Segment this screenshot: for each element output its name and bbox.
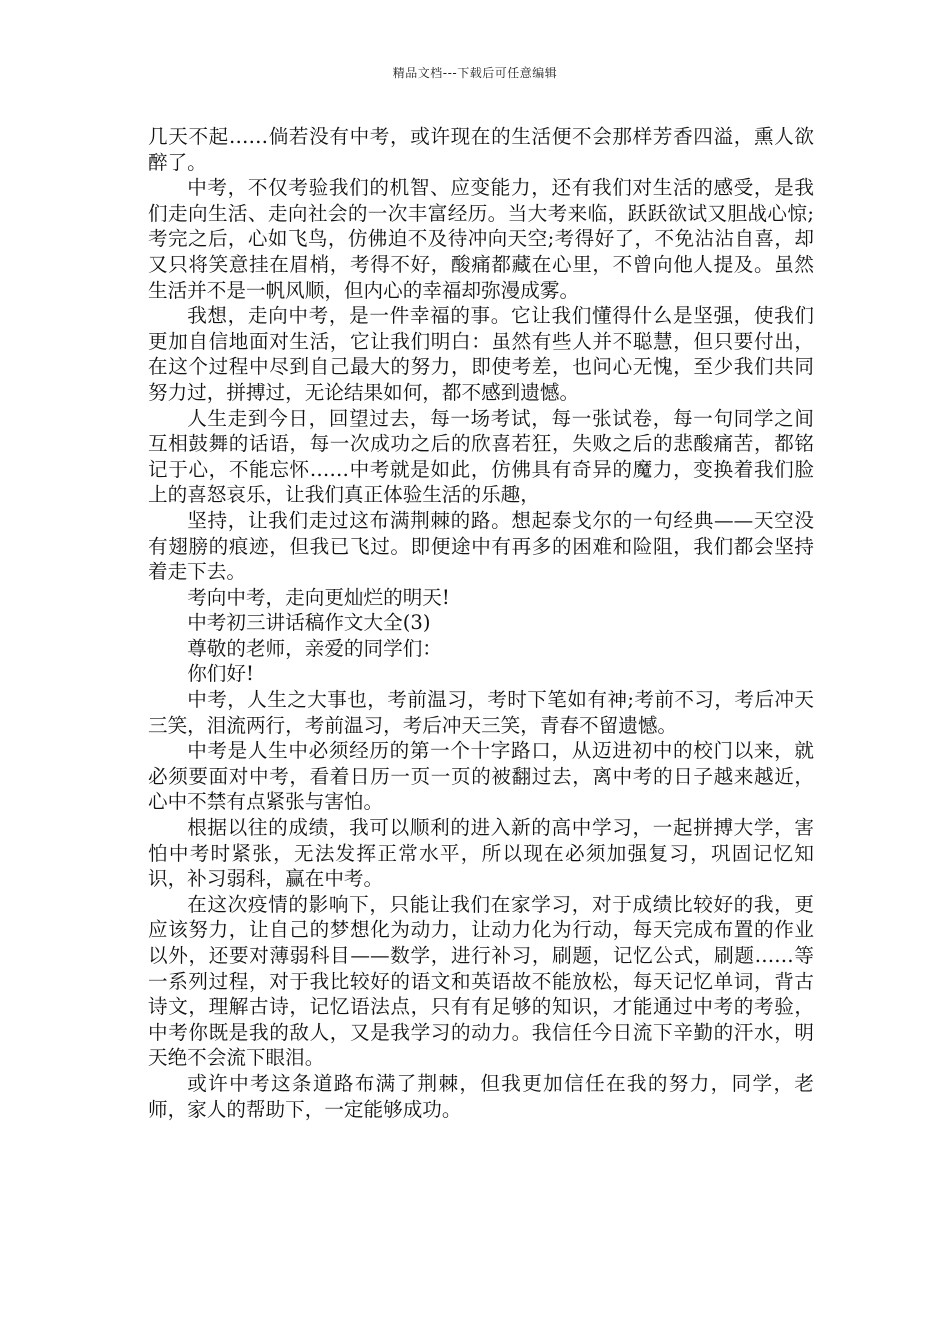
paragraph: 人生走到今日，回望过去，每一场考试，每一张试卷，每一句同学之间互相鼓舞的话语，每一次成功之后的欣喜若狂，失败之后的悲酸痛苦，都铭记于心，不能忘怀……中考就是如此，仿佛具有奇异的魔力，变换着我们脸上的喜怒哀乐，让我们真正体验生活的乐趣， [148, 406, 814, 507]
paragraph: 中考，不仅考验我们的机智、应变能力，还有我们对生活的感受，是我们走向生活、走向社会的一次丰富经历。当大考来临，跃跃欲试又胆战心惊;考完之后，心如飞鸟，仿佛迫不及待冲向天空;考得好了，不免沾沾自喜，却又只将笑意挂在眉梢，考得不好，酸痛都藏在心里，不曾向他人提及。虽然生活并不是一帆风顺，但内心的幸福却弥漫成雾。 [148, 176, 814, 302]
page-header: 精品文档---下载后可任意编辑 [392, 66, 558, 80]
paragraph: 或许中考这条道路布满了荆棘，但我更加信任在我的努力，同学，老师，家人的帮助下，一定能够成功。 [148, 1071, 814, 1121]
paragraph: 在这次疫情的影响下，只能让我们在家学习，对于成绩比较好的我，更应该努力，让自己的梦想化为动力，让动力化为行动，每天完成布置的作业以外，还要对薄弱科目——数学，进行补习，刷题，记忆公式，刷题……等一系列过程，对于我比较好的语文和英语故不能放松，每天记忆单词，背古诗文，理解古诗，记忆语法点，只有有足够的知识，才能通过中考的考验，中考你既是我的敌人，又是我学习的动力。我信任今日流下辛勤的汗水，明天绝不会流下眼泪。 [148, 892, 814, 1070]
section-title: 中考初三讲话稿作文大全(3) [187, 611, 431, 635]
document-body [148, 124, 814, 1122]
paragraph: 坚持，让我们走过这布满荆棘的路。想起泰戈尔的一句经典——天空没有翅膀的痕迹，但我已飞过。即便途中有再多的困难和险阻，我们都会坚持着走下去。 [148, 508, 814, 584]
paragraph: 考向中考，走向更灿烂的明天! [187, 585, 450, 609]
paragraph-continuation: 几天不起……倘若没有中考，或许现在的生活便不会那样芳香四溢，熏人欲醉了。 [148, 125, 814, 174]
paragraph: 根据以往的成绩，我可以顺利的进入新的高中学习，一起拼搏大学，害怕中考时紧张，无法发挥正常水平，所以现在必须加强复习，巩固记忆知识，补习弱科，赢在中考。 [148, 816, 814, 891]
paragraph: 我想，走向中考，是一件幸福的事。它让我们懂得什么是坚强，使我们更加自信地面对生活，它让我们明白：虽然有些人并不聪慧，但只要付出，在这个过程中尽到自己最大的努力，即使考差，也问心无愧，至少我们共同努力过，拼搏过，无论结果如何，都不感到遗憾。 [148, 304, 814, 404]
salutation: 尊敬的老师，亲爱的同学们： [187, 636, 442, 660]
paragraph: 中考是人生中必须经历的第一个十字路口，从迈进初中的校门以来，就必须要面对中考，看着日历一页一页的被翻过去，离中考的日子越来越近，心中不禁有点紧张与害怕。 [148, 739, 814, 814]
greeting: 你们好! [187, 662, 254, 686]
paragraph: 中考，人生之大事也，考前温习，考时下笔如有神;考前不习，考后冲天三笑，泪流两行，考前温习，考后冲天三笑，青春不留遗憾。 [148, 688, 814, 737]
